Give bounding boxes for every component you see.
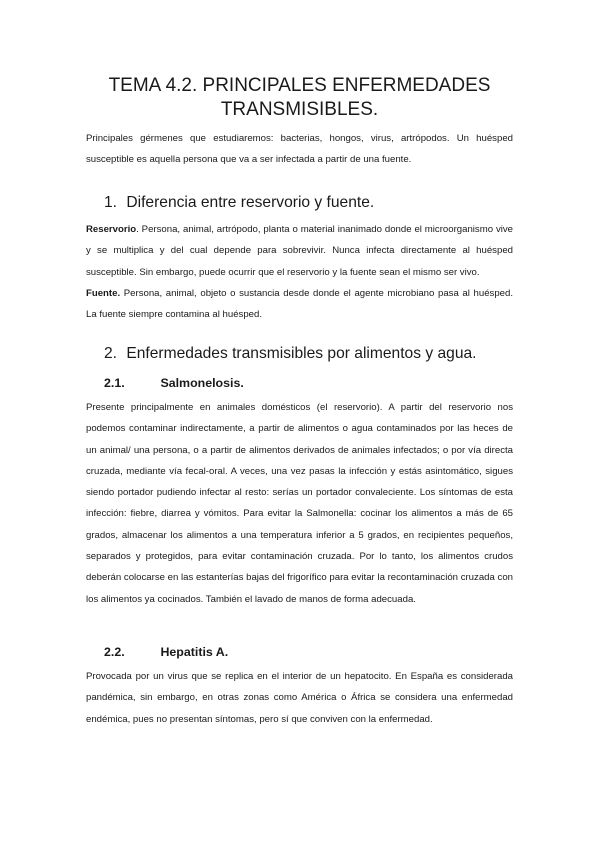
title-line-2: TRANSMISIBLES. — [220, 99, 379, 120]
page-title — [86, 74, 513, 122]
section-1-fuente-paragraph — [86, 283, 513, 326]
subsection-2-2-title: Hepatitis A. — [160, 645, 229, 659]
fuente-term: Fuente. — [86, 288, 121, 299]
reservorio-definition: . Persona, animal, artrópodo, planta o material inanimado donde el microorganismo vive y se multiplica y del cual depende para sobrevivir. Nunca infecta directamente al huésped susceptible. Sin embargo, puede ocurrir que el reservorio y la fuente sean el mismo ser vivo. — [86, 224, 513, 278]
subsection-2-1-title: Salmonelosis. — [160, 376, 244, 390]
section-2-number: 2. — [104, 345, 118, 362]
subsection-2-2-paragraph: Provocada por un virus que se replica en el interior de un hepatocito. En España es considerada pandémica, sin embargo, en otras zonas como América o África se considera una enfermedad endémica, pues no presentan síntomas, pero sí que conviven con la enfermedad. — [86, 671, 513, 725]
subsection-2-2-heading — [104, 644, 228, 660]
subsection-2-1-number: 2.1. — [104, 376, 125, 390]
section-2-heading — [104, 344, 477, 364]
subsection-2-2-number: 2.2. — [104, 645, 125, 659]
section-2-title: Enfermedades transmisibles por alimentos y agua. — [126, 345, 477, 362]
section-1-reservorio-paragraph — [86, 219, 513, 283]
fuente-definition: Persona, animal, objeto o sustancia desde donde el agente microbiano pasa al huésped. La fuente siempre contamina al huésped. — [86, 288, 513, 321]
subsection-2-1-paragraph: Presente principalmente en animales domésticos (el reservorio). A partir del reservorio nos podemos contaminar indirectamente, a partir de alimentos o agua contaminados por las heces de un animal/ una persona, o a partir de alimentos derivados de animales infectados; o por vía directa cruzada, mediante vía fecal-oral. A veces, una vez pasas la infección y estás asintomático, sigues siendo portador pudiendo infectar al resto: serías un portador convaleciente. Los síntomas de esta infección: fiebre, diarrea y vómitos. Para evitar la Salmonella: cocinar los alimentos a más de 65 grados, almacenar los alimentos a una temperatura inferior a 5 grados, en recipientes pequeños, separados y protegidos, para evitar contaminación cruzada. Por lo tanto, los alimentos crudos deberán colocarse en las estanterías bajas del frigorífico para evitar la recontaminación cruzada con los alimentos ya cocinados. También el lavado de manos de forma adecuada. — [86, 402, 513, 605]
reservorio-term: Reservorio — [86, 224, 137, 235]
section-1-title: Diferencia entre reservorio y fuente. — [126, 194, 375, 211]
intro-paragraph: Principales gérmenes que estudiaremos: bacterias, hongos, virus, artrópodos. Un huésped susceptible es aquella persona que va a ser infectada a partir de una fuente. — [86, 133, 513, 166]
section-1-number: 1. — [104, 194, 118, 211]
subsection-2-1-heading — [104, 375, 244, 391]
title-line-1: TEMA 4.2. PRINCIPALES ENFERMEDADES — [108, 75, 491, 96]
section-1-heading — [104, 193, 374, 213]
